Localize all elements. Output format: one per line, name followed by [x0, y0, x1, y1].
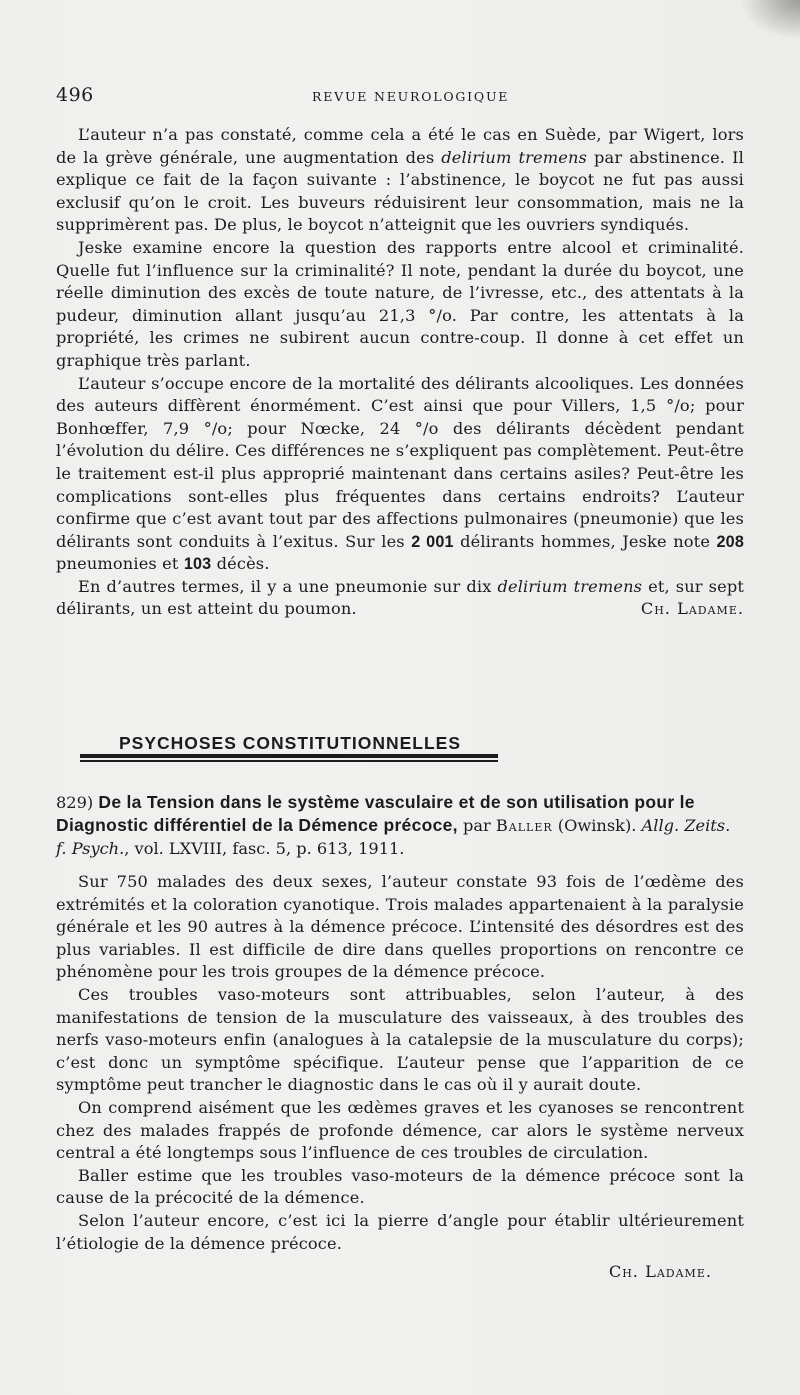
paragraph-4: En d’autres termes, il y a une pneumonie sur dix delirium tremens et, sur sept délirants, un est atteint du poumon. Ch. Ladame.: [56, 576, 744, 621]
journal-reference: , vol. LXVIII, fasc. 5, p. 613, 1911.: [124, 839, 405, 858]
article-paragraph-3: On comprend aisément que les œdèmes graves et les cyanoses se rencontrent chez des malades frappés de profonde démence, car alors le système nerveux central a été longtemps sous l’influence de ces troubles de circulation.: [56, 1097, 744, 1163]
section-rule-thick: [80, 754, 498, 758]
journal-name: Allg. Zeits. f. Psych.: [56, 816, 731, 858]
top-section-text: [56, 124, 744, 621]
article-author: Baller: [495, 816, 553, 835]
article-paragraph-2: Ces troubles vaso-moteurs sont attribuables, selon l’auteur, à des manifestations de tension de la musculature des vaisseaux, à des troubles des nerfs vaso-moteurs enfin (analogues à la catalepsie de la musculature du corps); c’est donc un symptôme spécifique. L’auteur pense que l’apparition de ce symptôme peut trancher le diagnostic dans le cas où il y aurait doute.: [56, 984, 744, 1095]
section-title: PSYCHOSES CONSTITUTIONNELLES: [118, 733, 462, 753]
running-title: REVUE NEUROLOGIQUE: [312, 89, 510, 104]
article-title: De la Tension dans le système vasculaire et de son utilisation pour le Diagnostic différentiel de la Démence précoce,: [56, 792, 695, 835]
page-edge-shadow: [740, 0, 800, 40]
paragraph-2: Jeske examine encore la question des rapports entre alcool et criminalité. Quelle fut l’influence sur la criminalité? Il note, pendant la durée du boycot, une réelle diminution des excès de toute nature, de l’ivresse, etc., des attentats à la pudeur, diminution allant jusqu’au 21,3 °/o. Par contre, les attentats à la propriété, les crimes ne subirent aucun contre-coup. Il donne à cet effet un graphique très parlant.: [56, 237, 744, 370]
page-header: [56, 84, 746, 108]
article-body: [56, 871, 744, 1284]
article-signature: Ch. Ladame.: [608, 1262, 712, 1282]
article-paragraph-1: Sur 750 malades des deux sexes, l’auteur constate 93 fois de l’œdème des extrémités et la coloration cyanotique. Trois malades appartenaient à la paralysie générale et les 90 autres à la démence précoce. L’intensité des désordres est des plus variables. Il est difficile de dire dans quelles proportions on rencontre ce phénomène pour les trois groupes de la démence précoce.: [56, 872, 744, 982]
paragraph-3: L’auteur s’occupe encore de la mortalité des délirants alcooliques. Les données des auteurs diffèrent énormément. C’est ainsi que pour Villers, 1,5 °/o; pour Bonhœffer, 7,9 °/o; pour Nœcke, 24 °/o des délirants décèdent pendant l’évolution du délire. Ces différences ne s’expliquent pas complètement. Peut-être le traitement est-il plus approprié maintenant dans certains asiles? Peut-être les complications sont-elles plus fréquentes dans certains endroits? L’auteur confirme que c’est avant tout par des affections pulmonaires (pneumonie) que les délirants sont conduits à l’exitus. Sur les 2 001 délirants hommes, Jeske note 208 pneumonies et 103 décès.: [56, 373, 744, 574]
article-number: 829): [56, 793, 94, 812]
emphasis-delirium-tremens: delirium tremens: [441, 147, 588, 167]
article-paragraph-4: Baller estime que les troubles vaso-moteurs de la démence précoce sont la cause de la précocité de la démence.: [56, 1165, 744, 1208]
page-number: 496: [56, 84, 94, 106]
article-heading: 829) De la Tension dans le système vasculaire et de son utilisation pour le Diagnostic différentiel de la Démence précoce, par Baller (Owinsk). Allg. Zeits. f. Psych., vol. LXVIII, fasc. 5, p. 613, 1911.: [56, 792, 731, 858]
section-rule-thin: [80, 760, 498, 762]
emphasis-delirium-tremens: delirium tremens: [497, 576, 643, 596]
paragraph-1: L’auteur n’a pas constaté, comme cela a été le cas en Suède, par Wigert, lors de la grève générale, une augmentation des delirium tremens par abstinence. Il explique ce fait de la façon suivante : l’abstinence, le boycot ne fut pas aussi exclusif qu’on le croit. Les buveurs réduisirent leur consommation, mais ne la supprimèrent pas. De plus, le boycot n’atteignit que les ouvriers syndiqués.: [56, 125, 744, 235]
signature: Ch. Ladame.: [640, 599, 744, 619]
article-paragraph-5: Selon l’auteur encore, c’est ici la pierre d’angle pour établir ultérieurement l’étiologie de la démence précoce.: [56, 1210, 744, 1253]
